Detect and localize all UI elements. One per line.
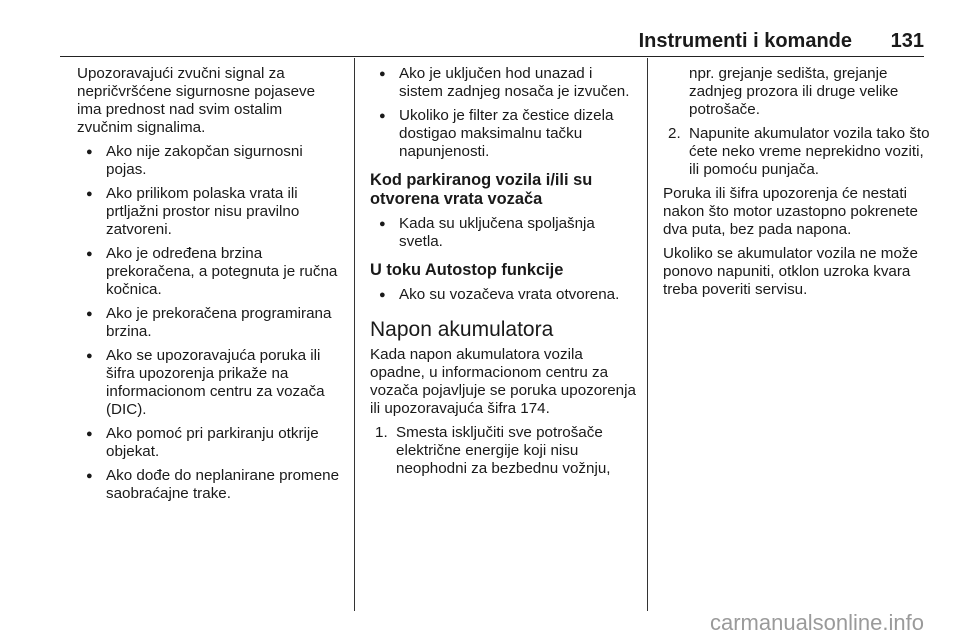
steps-list-cont — [663, 65, 931, 179]
warning-list-cont — [370, 65, 640, 161]
step-text: npr. grejanje sedišta, grejanje zadnjeg prozora ili druge velike potrošače. — [689, 65, 899, 118]
header-title: Instrumenti i komande — [638, 30, 852, 52]
step-continuation — [663, 65, 931, 119]
step-number: 2. — [668, 125, 681, 142]
subheading-autostop: U toku Autostop funkcije — [370, 261, 564, 279]
warning-list — [77, 143, 342, 503]
step-text: Smesta isključiti sve potrošače električne energije koji nisu neophodni za bezbednu vožnju, — [396, 424, 611, 477]
paragraph: Ukoliko se akumulator vozila ne može ponovo napuniti, otklon uzroka kvara treba poveriti servisu. — [663, 245, 918, 298]
header-rule — [60, 56, 924, 57]
parked-list — [370, 215, 640, 251]
list-item: ● Ako su vozačeva vrata otvorena. — [370, 286, 640, 304]
page-number: 131 — [890, 30, 924, 52]
section-body: Kada napon akumulatora vozila opadne, u informacionom centru za vozača pojavljuje se poruka upozorenja ili upozoravajuća šifra 174. — [370, 346, 636, 417]
list-item: ● Ako dođe do neplanirane promene saobraćajne trake. — [77, 467, 342, 503]
list-item: ● Ako pomoć pri parkiranju otkrije objekat. — [77, 425, 342, 461]
list-item: ● Ukoliko je filter za čestice dizela dostigao maksimalnu tačku napunjenosti. — [370, 107, 640, 161]
list-item: ● Ako nije zakopčan sigurnosni pojas. — [77, 143, 342, 179]
intro-paragraph: Upozoravajući zvučni signal za nepričvršćene sigurnosne pojaseve ima prednost nad svim ostalim zvučnim signalima. — [77, 65, 316, 136]
list-item: ● Ako je određena brzina prekoračena, a potegnuta je ručna kočnica. — [77, 245, 342, 299]
column-divider-2 — [647, 58, 648, 611]
subheading-parked: Kod parkiranog vozila i/ili su otvorena vrata vozača — [370, 171, 593, 208]
column-1 — [77, 65, 342, 509]
list-item: ● Ako je uključen hod unazad i sistem zadnjeg nosača je izvučen. — [370, 65, 640, 101]
column-3 — [663, 65, 931, 305]
step-number: 1. — [375, 424, 388, 441]
page-header — [60, 30, 924, 56]
autostop-list — [370, 286, 640, 304]
column-2 — [370, 65, 640, 484]
steps-list — [370, 424, 640, 478]
paragraph: Poruka ili šifra upozorenja će nestati nakon što motor uzastopno pokrenete dva puta, bez pada napona. — [663, 185, 918, 238]
list-item: ● Ako prilikom polaska vrata ili prtljažni prostor nisu pravilno zatvoreni. — [77, 185, 342, 239]
column-divider-1 — [354, 58, 355, 611]
list-item: ● Ako se upozoravajuća poruka ili šifra upozorenja prikaže na informacionom centru za vozača (DIC). — [77, 347, 342, 419]
list-item: ● Kada su uključena spoljašnja svetla. — [370, 215, 640, 251]
list-item: ● Ako je prekoračena programirana brzina. — [77, 305, 342, 341]
step-item — [663, 125, 931, 179]
section-title: Napon akumulatora — [370, 318, 554, 341]
step-item — [370, 424, 640, 478]
step-text: Napunite akumulator vozila tako što ćete neko vreme neprekidno voziti, ili pomoću punjača. — [689, 125, 930, 178]
watermark: carmanualsonline.info — [709, 610, 924, 635]
